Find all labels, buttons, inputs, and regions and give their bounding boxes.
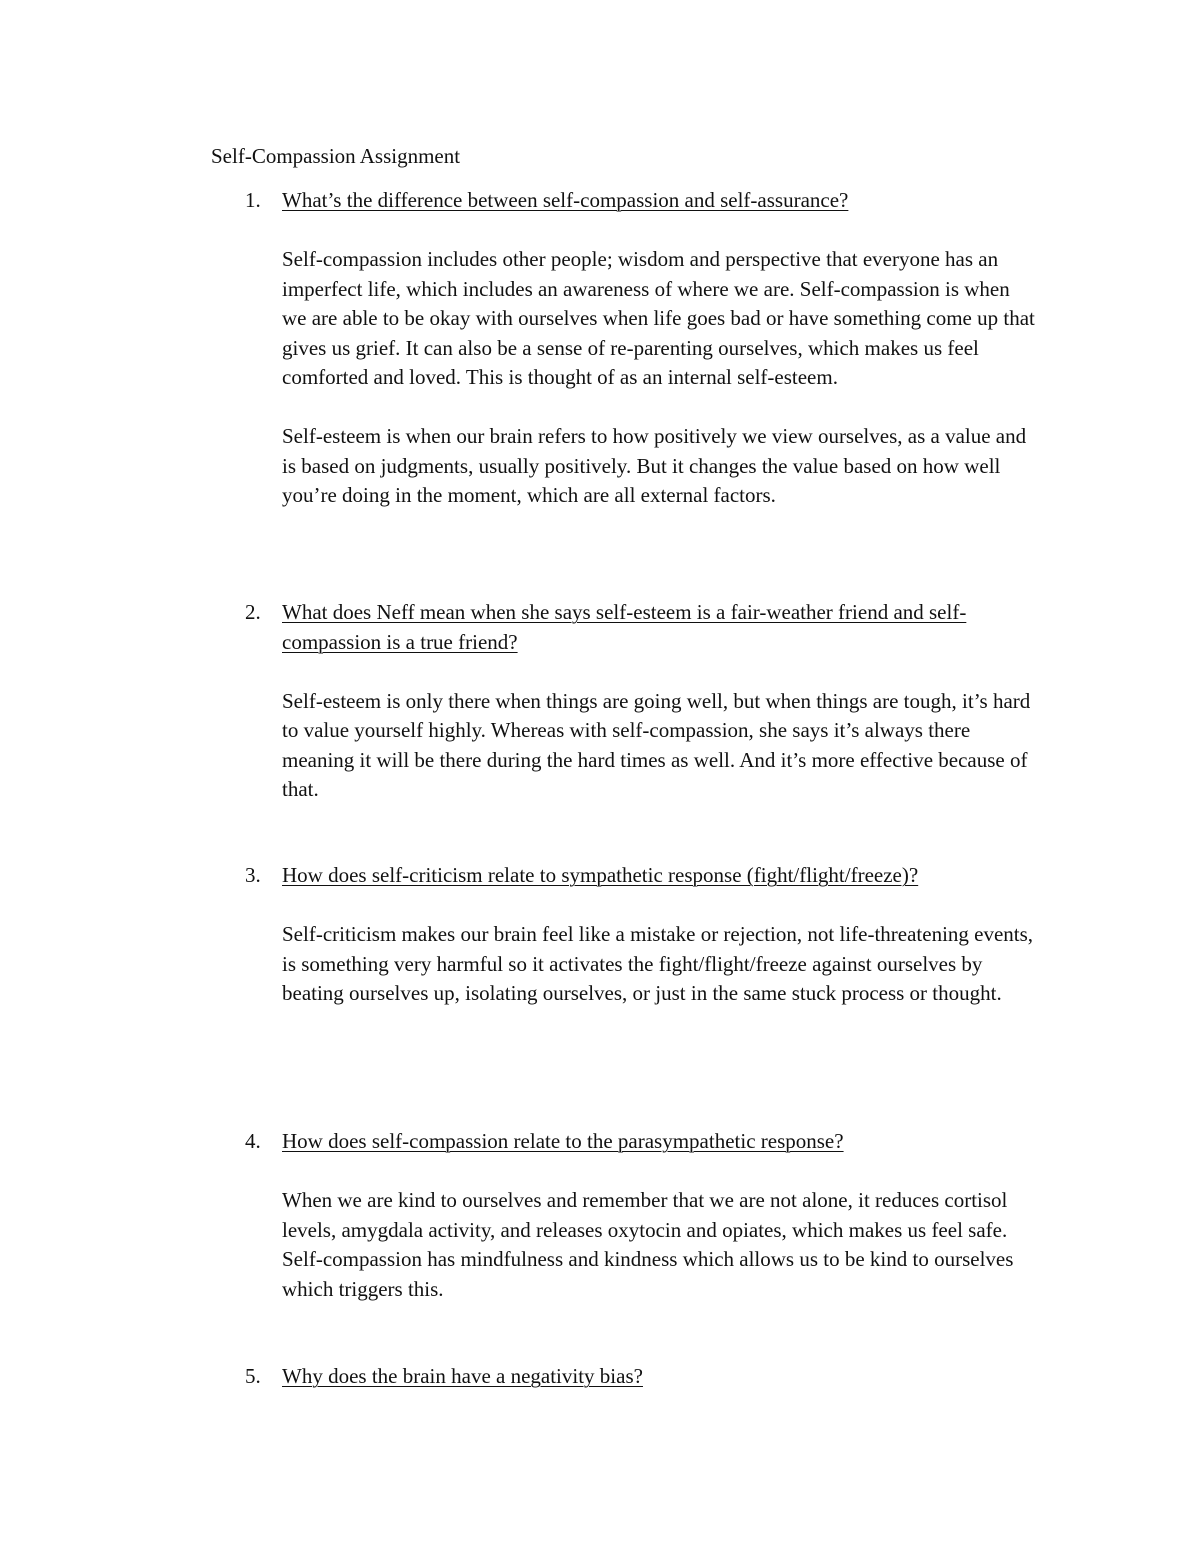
question-number: 1.: [245, 188, 261, 212]
answer-paragraph: When we are kind to ourselves and remember that we are not alone, it reduces cortisol levels, amygdala activity, and releases oxytocin and opiates, which makes us feel safe. Self-compassion has mindfulness and kindness which allows us to be kind to ourselves which triggers this.: [282, 1188, 1014, 1301]
answer-paragraph: Self-compassion includes other people; wisdom and perspective that everyone has an imperfect life, which includes an awareness of where we are. Self-compassion is when we are able to be okay with ourselves when life goes bad or have something come up that gives us grief. It can also be a sense of re-parenting ourselves, which makes us feel comforted and loved. This is thought of as an internal self-esteem.: [282, 247, 1035, 389]
answer-paragraph: Self-criticism makes our brain feel like a mistake or rejection, not life-threatening events, is something very harmful so it activates the fight/flight/freeze against ourselves by beating ourselves up, isolating ourselves, or just in the same stuck process or thought.: [282, 922, 1034, 1005]
question-number: 2.: [245, 600, 261, 624]
question-text: What does Neff mean when she says self-esteem is a fair-weather friend and self-compassion is a true friend?: [282, 600, 967, 654]
question-text: What’s the difference between self-compassion and self-assurance?: [282, 188, 849, 212]
question-number: 5.: [245, 1364, 261, 1388]
question-text: Why does the brain have a negativity bias?: [282, 1364, 643, 1388]
question-number: 4.: [245, 1129, 261, 1153]
question-block-5: [245, 1362, 1035, 1392]
question-block-1: [245, 186, 1035, 511]
question-block-4: [245, 1127, 1035, 1304]
question-block-3: [245, 861, 1035, 1009]
question-number: 3.: [245, 863, 261, 887]
answer-paragraph: Self-esteem is when our brain refers to how positively we view ourselves, as a value and is based on judgments, usually positively. But it changes the value based on how well you’re doing in the moment, which are all external factors.: [282, 424, 1027, 507]
page-title: Self-Compassion Assignment: [211, 144, 461, 168]
question-text: How does self-compassion relate to the parasympathetic response?: [282, 1129, 844, 1153]
question-block-2: [245, 598, 1035, 805]
answer-paragraph: Self-esteem is only there when things are going well, but when things are tough, it’s hard to value yourself highly. Whereas with self-compassion, she says it’s always there meaning it will be there during the hard times as well. And it’s more effective because of that.: [282, 688, 1031, 801]
question-text: How does self-criticism relate to sympathetic response (fight/flight/freeze)?: [282, 863, 919, 887]
